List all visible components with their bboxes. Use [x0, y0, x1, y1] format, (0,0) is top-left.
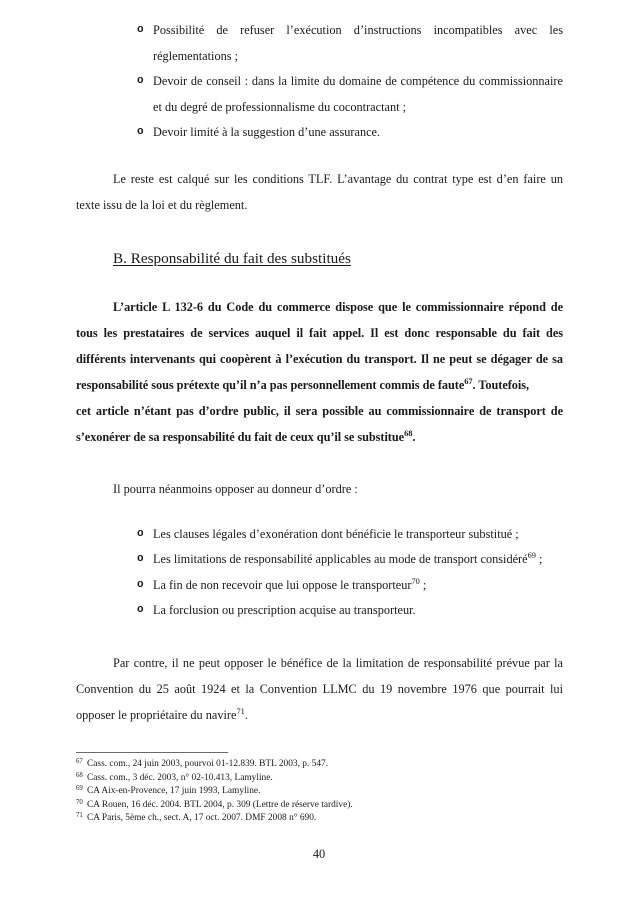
paragraph-article-l132-6 — [76, 294, 563, 450]
footnote-text: CA Paris, 5ème ch., sect. A, 17 oct. 2007. DMF 2008 n° 690. — [87, 813, 317, 824]
list-item — [76, 573, 563, 599]
footnote-text: Cass. com., 24 juin 2003, pourvoi 01-12.839. BTL 2003, p. 547. — [87, 759, 329, 769]
list-item-text-suffix: ; — [419, 577, 427, 592]
list-item — [76, 120, 563, 146]
list-item — [76, 18, 563, 69]
bullet-list-obligations — [76, 18, 563, 146]
section-heading-b: B. Responsabilité du fait des substitués — [113, 249, 351, 267]
footnote-ref-69: 69 — [527, 550, 536, 560]
list-item-text — [153, 522, 563, 548]
footnote-item — [76, 758, 576, 772]
spacer — [76, 450, 563, 476]
footnote-ref-68: 68 — [404, 428, 413, 438]
spacer — [76, 624, 563, 650]
paragraph-text-part2: . Toutefois, — [472, 377, 529, 392]
footnote-list — [76, 758, 576, 826]
footnote-text: CA Rouen, 16 déc. 2004. BTL 2004, p. 309 (Lettre de réserve tardive). — [87, 799, 353, 810]
paragraph-le-reste: Le reste est calqué sur les conditions TLF. L’avantage du contrat type est d’en faire un texte issu de la loi et du règlement. — [76, 171, 563, 212]
list-item-text — [153, 573, 563, 599]
footnote-item — [76, 799, 576, 813]
paragraph-text-suffix: . — [244, 707, 248, 722]
list-item-text-main: Les limitations de responsabilité applicables au mode de transport considéré — [153, 552, 528, 566]
list-item-text — [153, 598, 563, 624]
footnotes-section — [76, 752, 576, 826]
footnote-ref-70: 70 — [411, 576, 420, 586]
spacer — [76, 502, 563, 522]
spacer — [76, 270, 563, 294]
list-item-text: Possibilité de refuser l’exécution d’instructions incompatibles avec les réglementations ; — [153, 23, 563, 63]
bullet-marker-icon: o — [137, 24, 144, 36]
footnote-text: Cass. com., 3 déc. 2003, n° 02-10.413, Lamyline. — [87, 772, 273, 783]
list-item — [76, 547, 563, 573]
list-item — [76, 598, 563, 624]
spacer — [76, 218, 563, 248]
footnote-ref-67: 67 — [464, 376, 473, 386]
paragraph-text-main: Par contre, il ne peut opposer le bénéfice de la limitation de responsabilité prévue par la Convention du 25 août 1924 et la Convention LLMC du 19 novembre 1976 que pourrait lui opposer le propriétaire du navire — [76, 655, 563, 722]
page-content — [76, 0, 563, 728]
paragraph-text-part3: cet article n’étant pas d’ordre public, il sera possible au commissionnaire de transport de s’exonérer de sa responsabilité du fait de ceux qu’il se substitue — [76, 403, 563, 444]
footnote-ref-71: 71 — [236, 706, 245, 716]
footnote-number: 70 — [76, 798, 83, 806]
bullet-marker-icon: o — [137, 578, 144, 591]
bullet-marker-icon: o — [137, 126, 144, 138]
spacer — [76, 146, 563, 166]
paragraph-text-part4: . — [412, 429, 416, 444]
list-item-text-main: La fin de non recevoir que lui oppose le transporteur — [153, 577, 412, 592]
bullet-marker-icon: o — [137, 553, 144, 565]
footnote-item — [76, 772, 576, 786]
list-item-text-main: Les clauses légales d’exonération dont bénéficie le transporteur substitué ; — [153, 526, 519, 541]
bullet-marker-icon: o — [137, 75, 144, 87]
list-item — [76, 522, 563, 548]
list-item-text: Devoir de conseil : dans la limite du domaine de compétence du commissionnaire et du degré de professionnalisme du cocontractant ; — [153, 74, 563, 114]
page-number: 40 — [312, 847, 326, 861]
list-item — [76, 69, 563, 120]
list-item-text: Devoir limité à la suggestion d’une assurance. — [153, 125, 381, 139]
paragraph-il-pourra: Il pourra néanmoins opposer au donneur d’ordre : — [113, 481, 358, 496]
footnote-item — [76, 785, 576, 799]
footnote-item — [76, 812, 576, 826]
bullet-list-opposables — [76, 522, 563, 624]
footnote-number: 71 — [76, 812, 83, 820]
footnote-separator-rule — [76, 752, 228, 753]
paragraph-par-contre — [76, 650, 563, 728]
bullet-marker-icon: o — [137, 527, 144, 540]
footnote-text: CA Aix-en-Provence, 17 juin 1993, Lamyline. — [87, 786, 261, 797]
list-item-text-main: La forclusion ou prescription acquise au transporteur. — [153, 603, 416, 617]
footnote-number: 68 — [76, 771, 83, 779]
list-item-text — [153, 547, 563, 573]
list-item-text-suffix: ; — [535, 552, 543, 566]
paragraph-text-part1: L’article L 132-6 du Code du commerce dispose que le commissionnaire répond de tous les prestataires de services auquel il fait appel. Il est donc responsable du fait des différents intervenants qui coopèrent à l’exécution du transport. Il ne peut se dégager de sa responsabilité sous prétexte qu’il n’a pas personnellement commis de faute — [76, 299, 563, 392]
bullet-marker-icon: o — [137, 604, 144, 616]
spacer-top — [76, 0, 563, 18]
footnote-number: 69 — [76, 785, 83, 793]
footnote-number: 67 — [76, 758, 83, 765]
